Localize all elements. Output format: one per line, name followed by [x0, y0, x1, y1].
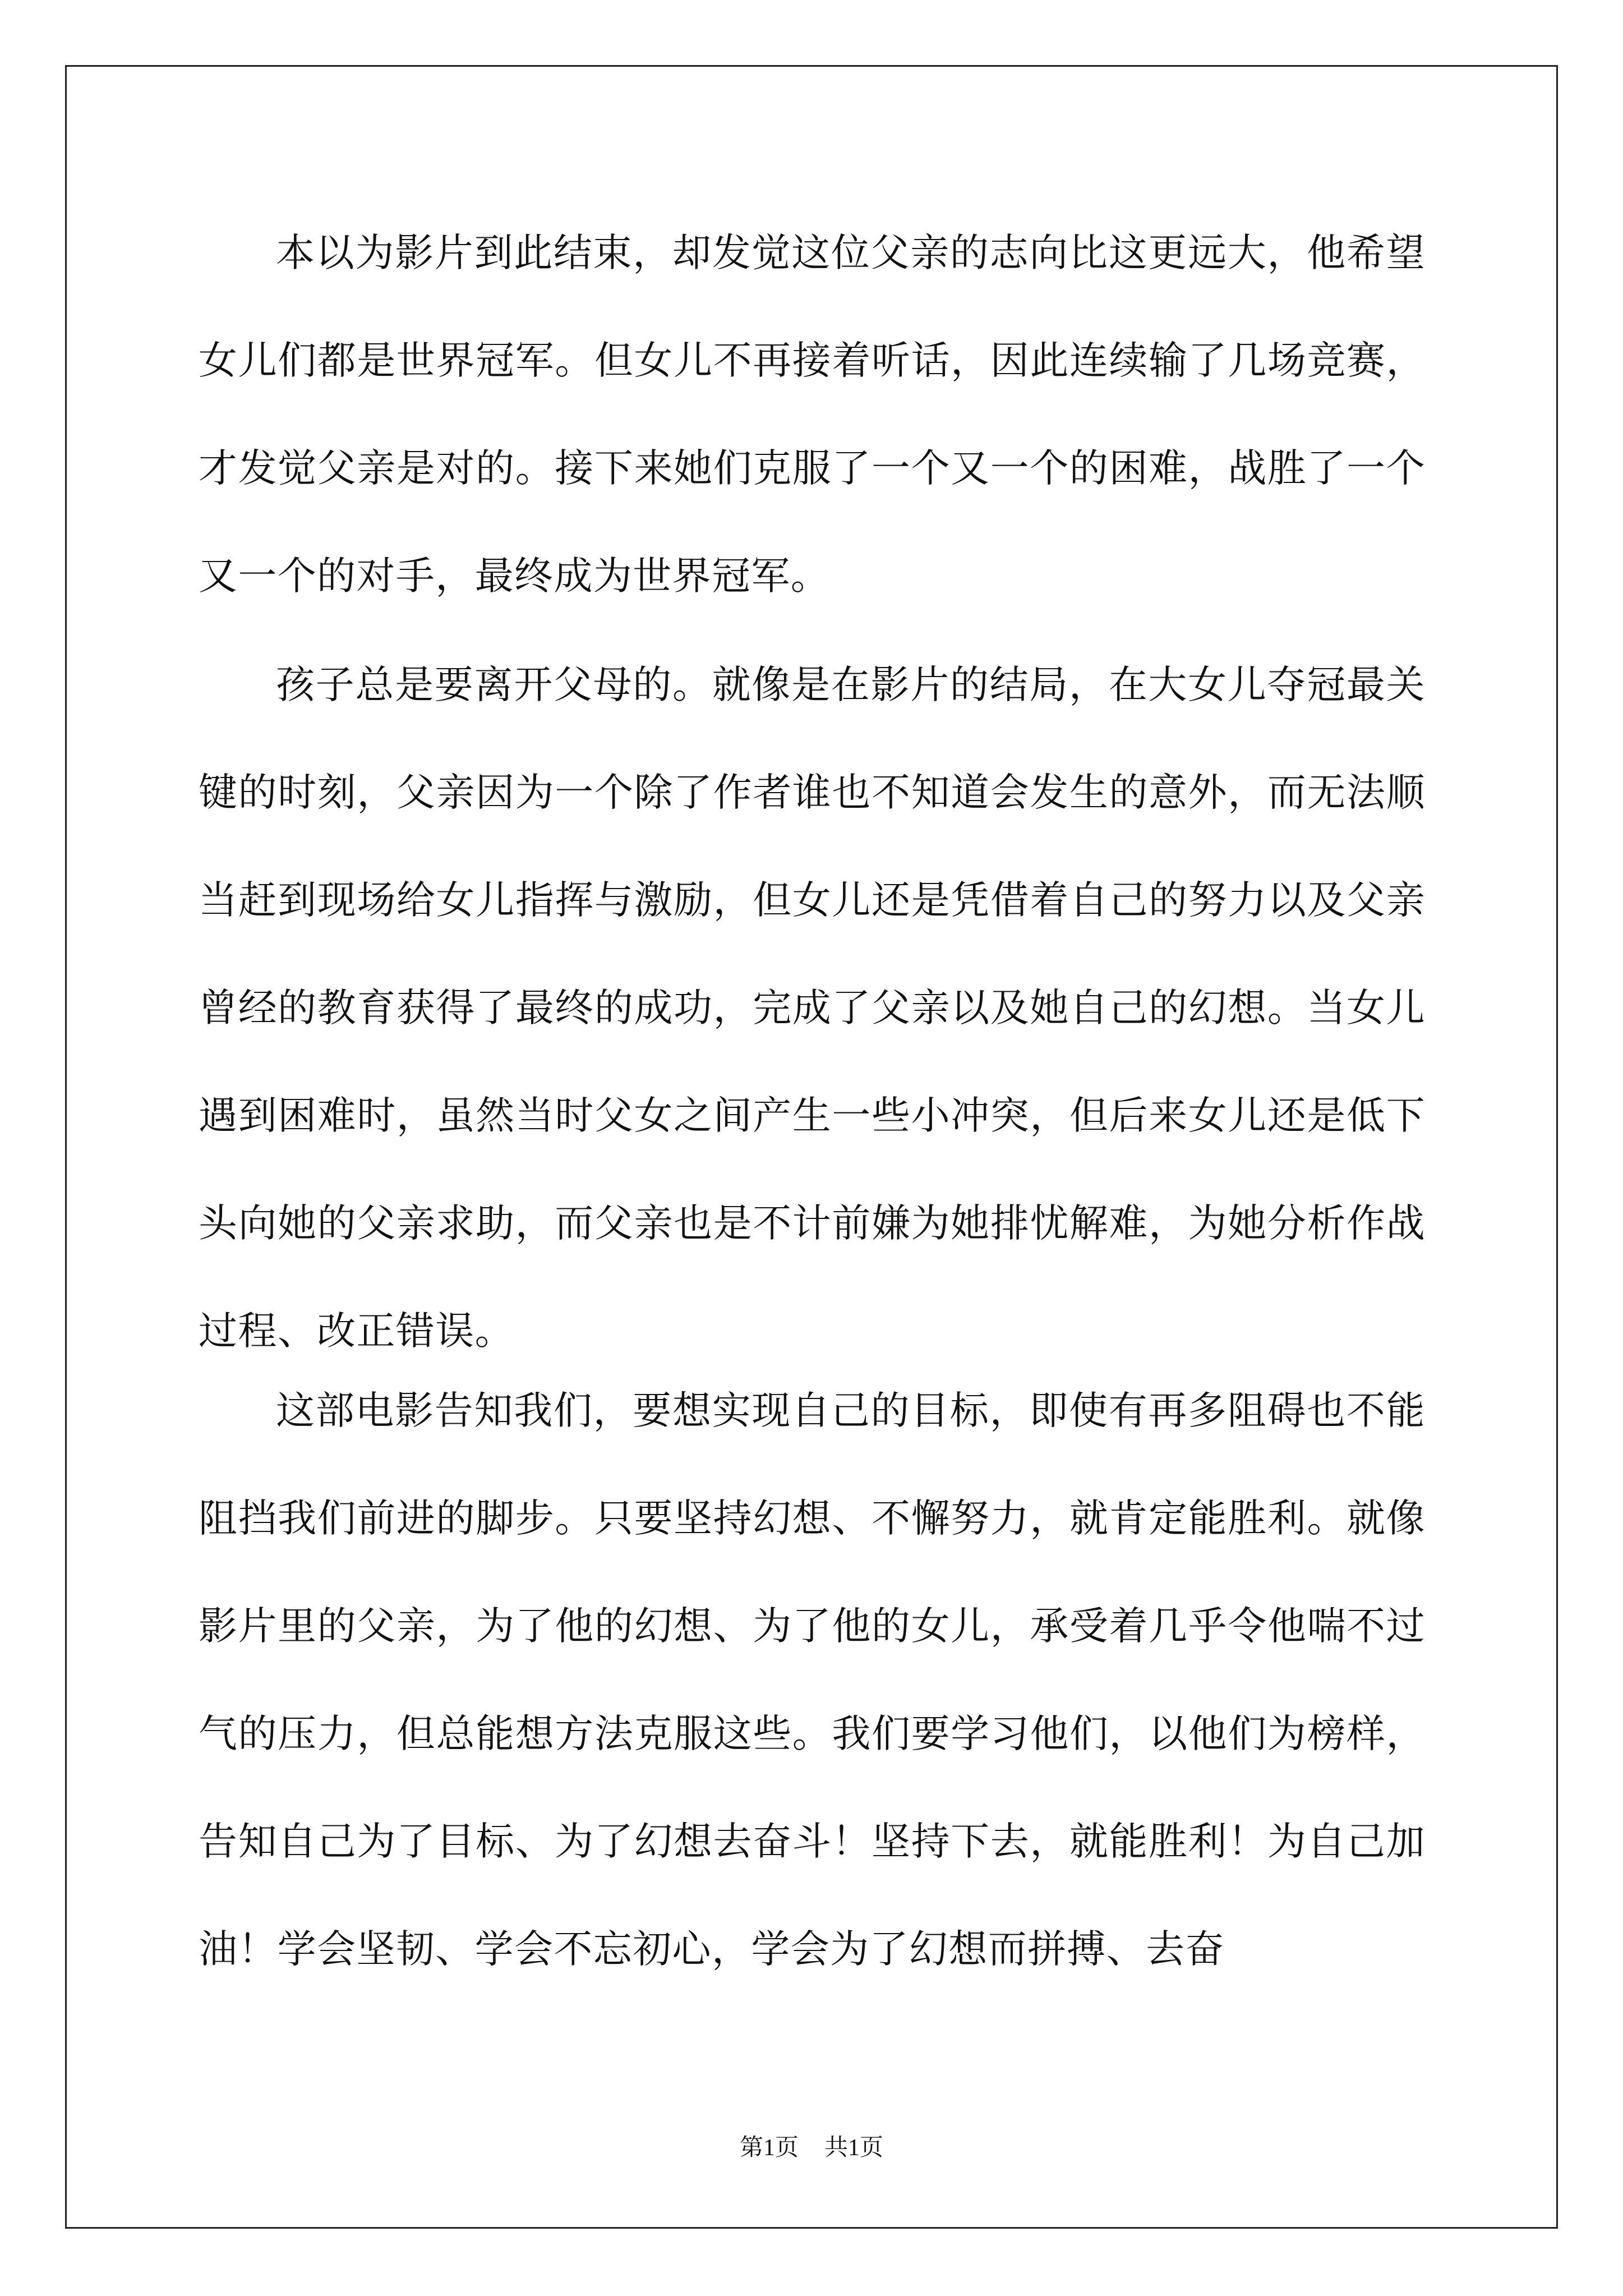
body-paragraph-1 — [199, 199, 1426, 630]
paragraph-text: 本以为影片到此结束，却发觉这位父亲的志向比这更远大，他希望女儿们都是世界冠军。但女儿不再接着听话，因此连续输了几场竞赛，才发觉父亲是对的。接下来她们克服了一个又一个的困难，战胜了一个又一个的对手，最终成为世界冠军。 — [199, 231, 1426, 599]
body-paragraph-3 — [199, 1357, 1426, 2003]
page-number-current: 第1页 — [739, 2135, 799, 2161]
page-footer — [0, 2129, 1623, 2162]
paragraph-text: 孩子总是要离开父母的。就像是在影片的结局，在大女儿夺冠最关键的时刻，父亲因为一个除了作者谁也不知道会发生的意外，而无法顺当赶到现场给女儿指挥与激励，但女儿还是凭借着自己的努力以及父亲曾经的教育获得了最终的成功，完成了父亲以及她自己的幻想。当女儿遇到困难时，虽然当时父女之间产生一些小冲突，但后来女儿还是低下头向她的父亲求助，而父亲也是不计前嫌为她排忧解难，为她分析作战过程、改正错误。 — [199, 662, 1426, 1354]
page-number-total: 共1页 — [824, 2135, 884, 2161]
paragraph-text: 这部电影告知我们，要想实现自己的目标，即使有再多阻碍也不能阻挡我们前进的脚步。只要坚持幻想、不懈努力，就肯定能胜利。就像影片里的父亲，为了他的幻想、为了他的女儿，承受着几乎令他喘不过气的压力，但总能想方法克服这些。我们要学习他们，以他们为榜样，告知自己为了目标、为了幻想去奋斗！坚持下去，就能胜利！为自己加油！学会坚韧、学会不忘初心，学会为了幻想而拼搏、去奋 — [199, 1388, 1426, 1972]
body-paragraph-2 — [199, 631, 1426, 1385]
